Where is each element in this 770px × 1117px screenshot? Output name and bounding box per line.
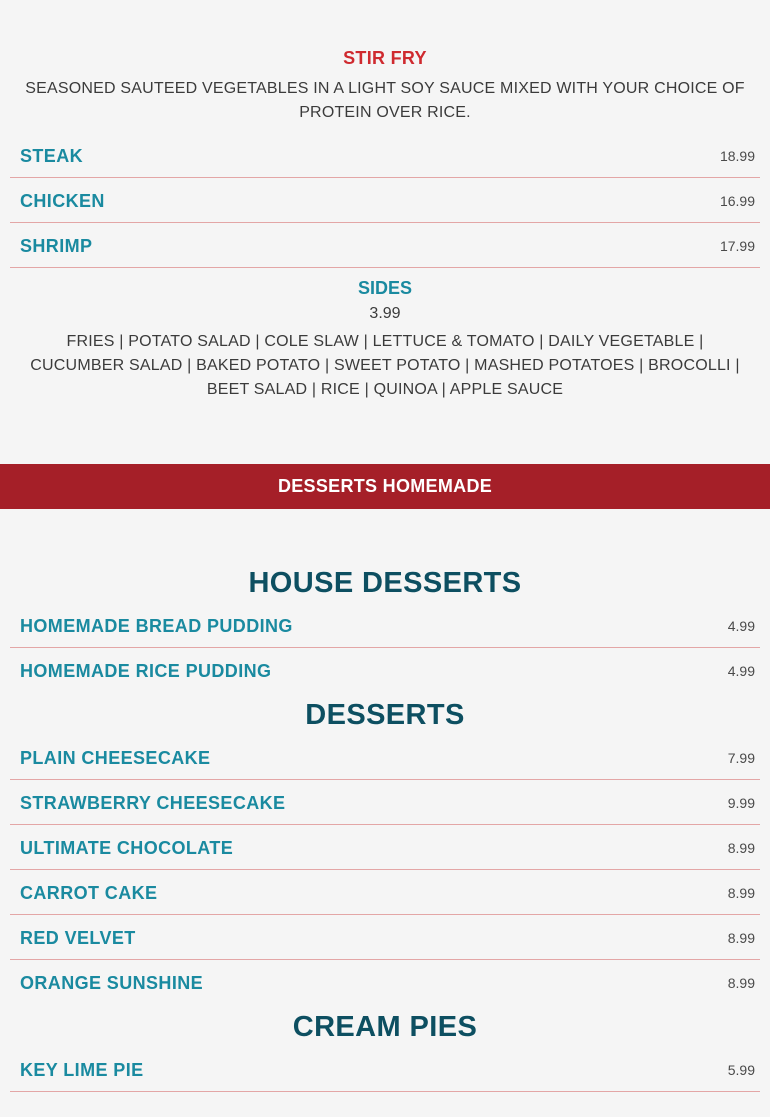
menu-item-name: CARROT CAKE (20, 883, 158, 903)
stir-fry-section (0, 0, 770, 402)
menu-item-price: 16.99 (719, 193, 755, 209)
menu-item (10, 223, 760, 268)
menu-item-price: 5.99 (727, 1062, 755, 1078)
menu-item-name: HOMEMADE RICE PUDDING (20, 661, 272, 681)
menu-item (10, 915, 760, 960)
menu-item (10, 780, 760, 825)
menu-item-name: KEY LIME PIE (20, 1060, 144, 1080)
menu-item (10, 648, 760, 693)
menu-item-price: 8.99 (727, 930, 755, 946)
menu-item-name: PLAIN CHEESECAKE (20, 748, 211, 768)
stir-fry-description: SEASONED SAUTEED VEGETABLES IN A LIGHT SOY SAUCE MIXED WITH YOUR CHOICE OF PROTEIN OVER RICE. (25, 80, 745, 121)
menu-item-name: ULTIMATE CHOCOLATE (20, 838, 234, 858)
menu-item-name: RED VELVET (20, 928, 136, 948)
menu-item-name: CHICKEN (20, 191, 105, 211)
menu-item-price: 4.99 (727, 663, 755, 679)
house-desserts-item-list (10, 603, 760, 693)
sides-list: FRIES | POTATO SALAD | COLE SLAW | LETTUCE & TOMATO | DAILY VEGETABLE | CUCUMBER SALAD | BAKED POTATO | SWEET POTATO | MASHED POTATOES | BROCOLLI | BEET SALAD | RICE | QUINOA | APPLE SAUCE (30, 333, 740, 398)
desserts-banner: DESSERTS HOMEMADE (0, 464, 770, 509)
menu-item-name: STRAWBERRY CHEESECAKE (20, 793, 286, 813)
cream-pies-item-list (10, 1047, 760, 1092)
menu-item-price: 9.99 (727, 795, 755, 811)
menu-item-price: 8.99 (727, 975, 755, 991)
menu-item (10, 1047, 760, 1092)
menu-item (10, 133, 760, 178)
menu-item (10, 178, 760, 223)
desserts-item-list (10, 735, 760, 1005)
menu-item-price: 8.99 (727, 885, 755, 901)
menu-item-price: 7.99 (727, 750, 755, 766)
menu-item-name: SHRIMP (20, 236, 93, 256)
menu-item-price: 8.99 (727, 840, 755, 856)
menu-item-name: STEAK (20, 146, 84, 166)
house-desserts-title: HOUSE DESSERTS (248, 567, 522, 599)
menu-item-price: 4.99 (727, 618, 755, 634)
menu-item (10, 960, 760, 1005)
menu-item-price: 18.99 (719, 148, 755, 164)
stir-fry-item-list (10, 133, 760, 268)
menu-item-price: 17.99 (719, 238, 755, 254)
desserts-section (0, 563, 770, 1092)
menu-item (10, 603, 760, 648)
sides-price: 3.99 (369, 305, 401, 322)
menu-item (10, 735, 760, 780)
menu-item (10, 870, 760, 915)
sides-title: SIDES (357, 278, 413, 298)
menu-item-name: ORANGE SUNSHINE (20, 973, 204, 993)
desserts-title: DESSERTS (305, 699, 465, 731)
menu-item-name: HOMEMADE BREAD PUDDING (20, 616, 293, 636)
stir-fry-title: STIR FRY (343, 48, 427, 68)
cream-pies-title: CREAM PIES (292, 1011, 478, 1043)
menu-item (10, 825, 760, 870)
